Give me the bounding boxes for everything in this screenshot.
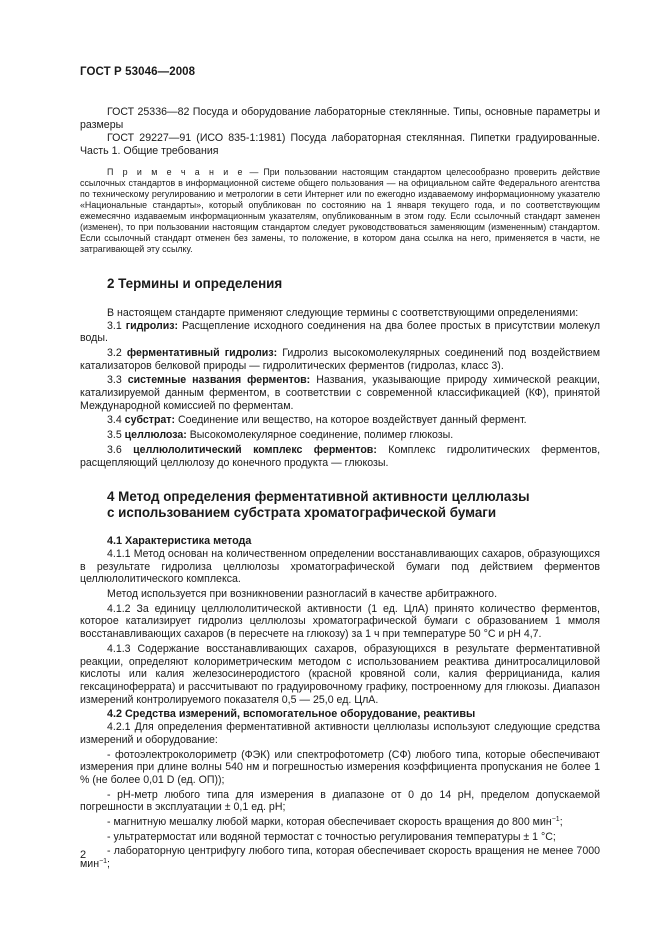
term-3-4: 3.4 субстрат: Соединение или вещество, на которое воздействует данный фермент.	[107, 414, 527, 427]
term-3-3: 3.3 системные названия ферментов: Названия, указывающие природу химической реакции, катализируемой данным ферментом, в соответствии с современной классификацией (КФ), принятой Международной комиссией по ферментам.	[80, 374, 601, 412]
list-item: - лабораторную центрифугу любого типа, которая обеспечивает скорость вращения не менее 7000 мин$^{-1}$;	[80, 845, 600, 871]
list-item: - магнитную мешалку любой марки, которая обеспечивает скорость вращения до 800 мин$^{-1}$;	[107, 816, 563, 829]
page-number: 2	[80, 849, 87, 861]
list-item: - ультратермостат или водяной термостат с точностью регулирования температуры ± 1 °С;	[107, 830, 556, 843]
term-3-5: 3.5 целлюлоза: Высокомолекулярное соединение, полимер глюкозы.	[107, 429, 454, 442]
para-4-1-2: 4.1.2 За единицу целлюлолитической активности (1 ед. ЦлА) принято количество ферментов, которое катализирует гидролиз целлюлозы хроматографической бумаги с образованием 1 ммоля восстанавливающих сахаров (в пересчете на глюкозу) за 1 ч при температуре 50 °С и рН 4,7.	[80, 602, 600, 641]
term-3-6: 3.6 целлюлолитический комплекс ферментов: Комплекс гидролитических ферментов, расщепляющий целлюлозу до конечного продукта — глюкозы.	[80, 443, 601, 469]
para-4-1-1: 4.1.1 Метод основан на количественном определении восстанавливающих сахаров, образующихся в результате гидролиза целлюлозы хроматографической бумаги под действием ферментов целлюлолитического комплекса.	[80, 547, 600, 586]
note-label: П р и м е ч а н и е	[107, 166, 245, 177]
section-4-title: 4 Метод определения ферментативной активности целлюлазы с использованием субстрата хроматографической бумаги	[107, 489, 530, 521]
para-4-1-1-note: Метод используется при возникновении разногласий в качестве арбитражного.	[107, 588, 498, 601]
para-4-2-1: 4.2.1 Для определения ферментативной активности целлюлазы используют следующие средства измерений и оборудование:	[80, 721, 600, 746]
section-2-intro: В настоящем стандарте применяют следующие термины с соответствующими определениями:	[107, 306, 579, 319]
reference-2: ГОСТ 29227—91 (ИСО 835-1:1981) Посуда лабораторная стеклянная. Пипетки градуированные. Часть 1. Общие требования	[80, 132, 600, 158]
page-header: ГОСТ Р 53046—2008	[80, 66, 196, 78]
document-page	[80, 66, 600, 871]
list-item: - фотоэлектроколориметр (ФЭК) или спектрофотометр (СФ) любого типа, которые обеспечивают измерения при длине волны 540 нм и погрешностью измерения коэффициента пропускания не более 1 % (не более 0,01 D (ед. ОП));	[80, 748, 600, 786]
note-text: — При пользовании настоящим стандартом целесообразно проверить действие ссылочных стандартов в информационной системе общего пользования — на официальном сайте Федерального агентства по техническому регулированию и метрологии в сети Интернет или по ежегодно издаваемому информационному указателю «Национальные стандарты», который опубликован по состоянию на 1 января текущего года, и по соответствующим ежемесячно издаваемым информационным указателям, опубликованным в этом году. Если ссылочный стандарт заменен (изменен), то при пользовании настоящим стандартом следует руководствоваться заменяющим (измененным) стандартом. Если ссылочный стандарт отменен без замены, то положение, в котором дана ссылка на него, применяется в части, не затрагивающей эту ссылку.	[80, 166, 601, 254]
note	[80, 167, 600, 255]
term-3-1: 3.1 гидролиз: Расщепление исходного соединения на два более простых в присутствии молекул воды.	[80, 319, 601, 345]
para-4-1-3: 4.1.3 Содержание восстанавливающих сахаров, образующихся в результате ферментативной реакции, определяют колориметрическим методом с использованием реактива динитросалициловой кислоты или калия железосинеродистого (красной кровяной соли, калия феррицианида, калия гексациноферрата) и рассчитывают по градуировочному графику, построенному для глюкозы. Диапазон измерений контролируемого показателя 0,5 — 25,0 ед. ЦлА.	[80, 642, 600, 706]
term-3-2: 3.2 ферментативный гидролиз: Гидролиз высокомолекулярных соединений под воздействием катализаторов белковой природы — гидролитических ферментов (гидролаз, класс 3).	[80, 346, 601, 372]
reference-1: ГОСТ 25336—82 Посуда и оборудование лабораторные стеклянные. Типы, основные параметры и размеры	[80, 106, 600, 131]
subsection-4-2-title: 4.2 Средства измерений, вспомогательное оборудование, реактивы	[107, 708, 476, 721]
subsection-4-1-title: 4.1 Характеристика метода	[107, 535, 252, 548]
list-item: - рН-метр любого типа для измерения в диапазоне от 0 до 14 рН, пределом допускаемой погрешности в эксплуатации ± 0,1 ед. рН;	[80, 788, 600, 814]
section-2-title: 2 Термины и определения	[107, 275, 283, 291]
